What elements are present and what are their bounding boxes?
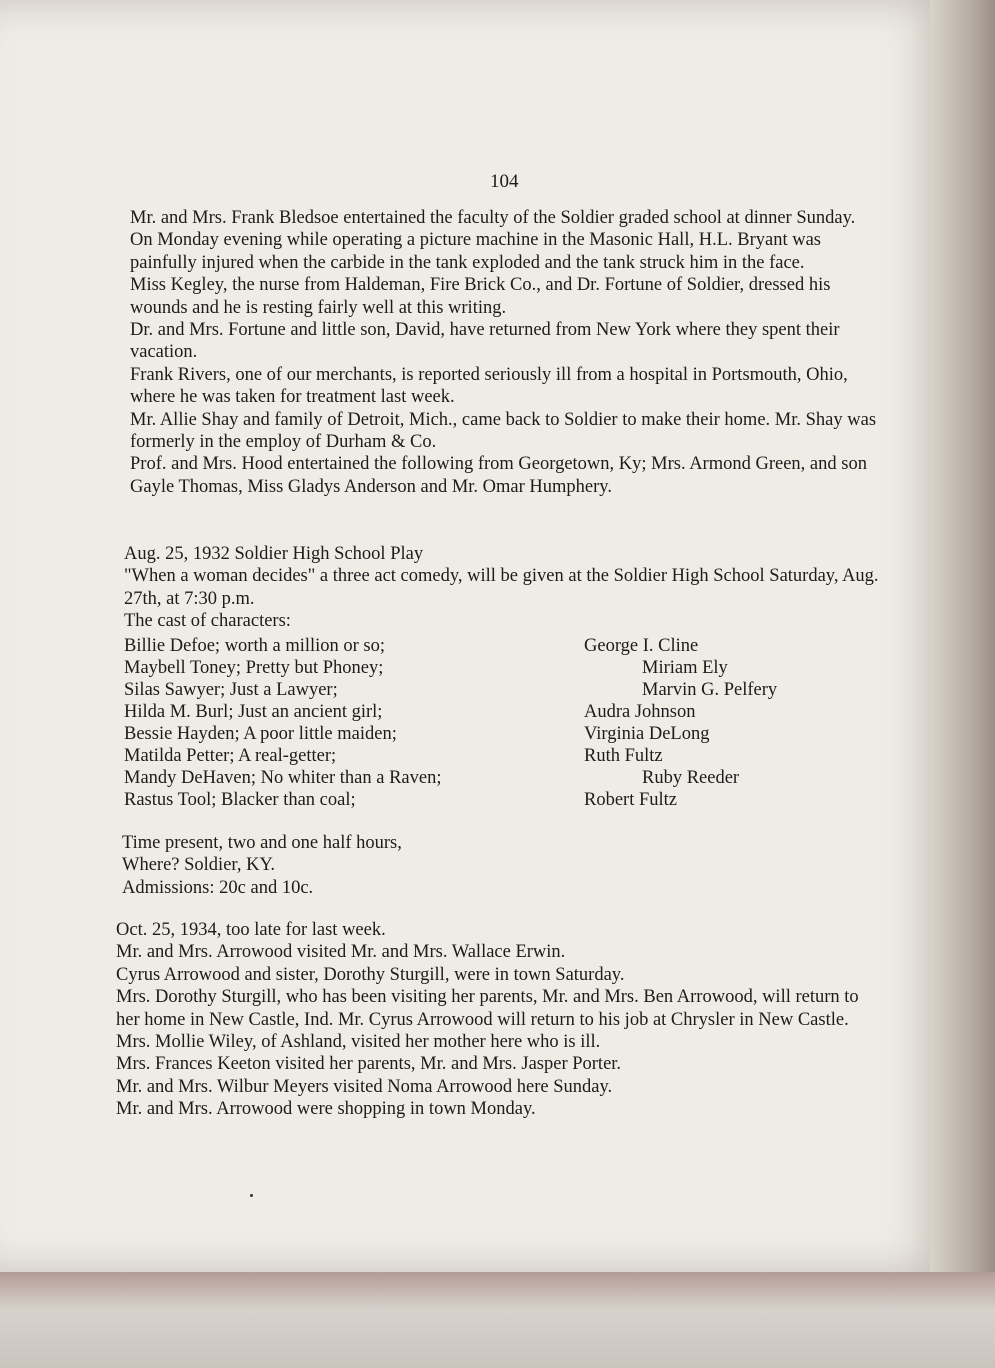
cast-actor: Ruth Fultz xyxy=(584,745,663,766)
cast-list xyxy=(124,633,884,813)
paragraph: Mr. and Mrs. Frank Bledsoe entertained the faculty of the Soldier graded school at dinner Sunday. xyxy=(130,208,856,228)
paragraph: Mrs. Dorothy Sturgill, who has been visiting her parents, Mr. and Mrs. Ben Arrowood, will return to her home in New Castle, Ind. Mr. Cyrus Arrowood will return to his job at Chrysler in New Castle. xyxy=(116,987,859,1030)
cast-row xyxy=(124,635,884,657)
news-items-1932 xyxy=(130,207,885,498)
page-number: 104 xyxy=(490,171,519,192)
paragraph: On Monday evening while operating a picture machine in the Masonic Hall, H.L. Bryant was painfully injured when the carbide in the tank exploded and the tank struck him in the face. xyxy=(130,230,821,273)
page-edge xyxy=(930,0,995,1272)
cast-row xyxy=(124,679,884,701)
paragraph: Mrs. Mollie Wiley, of Ashland, visited her mother here who is ill. xyxy=(116,1032,601,1053)
cast-row xyxy=(124,789,884,811)
cast-role: Billie Defoe; worth a million or so; xyxy=(124,635,386,656)
cast-actor: Audra Johnson xyxy=(584,701,696,722)
play-heading: Aug. 25, 1932 Soldier High School Play xyxy=(124,544,424,564)
cast-row xyxy=(124,657,884,679)
play-intro: "When a woman decides" a three act comedy, will be given at the Soldier High School Saturday, Aug. 27th, at 7:30 p.m. xyxy=(124,566,879,609)
cast-row xyxy=(124,723,884,745)
cast-row xyxy=(124,745,884,767)
paragraph: Dr. and Mrs. Fortune and little son, David, have returned from New York where they spent their vacation. xyxy=(130,320,840,363)
play-detail-line: Admissions: 20c and 10c. xyxy=(122,877,314,898)
cast-actor: Virginia DeLong xyxy=(584,723,710,744)
paragraph: Oct. 25, 1934, too late for last week. xyxy=(116,920,386,940)
paragraph: Cyrus Arrowood and sister, Dorothy Sturgill, were in town Saturday. xyxy=(116,964,625,985)
cast-row xyxy=(124,701,884,723)
cast-heading: The cast of characters: xyxy=(124,611,291,632)
cast-actor: George I. Cline xyxy=(584,635,699,656)
play-detail-line: Time present, two and one half hours, xyxy=(122,833,402,853)
stray-mark xyxy=(250,1194,253,1197)
cast-role: Rastus Tool; Blacker than coal; xyxy=(124,789,356,810)
paragraph: Mr. and Mrs. Wilbur Meyers visited Noma Arrowood here Sunday. xyxy=(116,1076,613,1097)
paragraph: Prof. and Mrs. Hood entertained the following from Georgetown, Ky; Mrs. Armond Green, and son Gayle Thomas, Miss Gladys Anderson and Mr. Omar Humphery. xyxy=(130,454,867,497)
cast-role: Mandy DeHaven; No whiter than a Raven; xyxy=(124,767,442,788)
cast-actor: Marvin G. Pelfery xyxy=(642,679,778,700)
paragraph: Mr. and Mrs. Arrowood visited Mr. and Mrs. Wallace Erwin. xyxy=(116,942,566,963)
play-announcement xyxy=(124,543,884,813)
cast-actor: Robert Fultz xyxy=(584,789,678,810)
cast-row xyxy=(124,767,884,789)
news-items-1934 xyxy=(116,919,886,1121)
cast-actor: Miriam Ely xyxy=(642,657,728,678)
cast-role: Bessie Hayden; A poor little maiden; xyxy=(124,723,397,744)
play-details xyxy=(122,832,622,899)
paragraph: Mr. Allie Shay and family of Detroit, Mich., came back to Soldier to make their home. Mr. Shay was formerly in the employ of Durham & Co. xyxy=(130,409,877,453)
play-detail-line: Where? Soldier, KY. xyxy=(122,855,276,876)
page-bottom-edge xyxy=(0,1272,995,1368)
cast-role: Matilda Petter; A real-getter; xyxy=(124,745,337,766)
paragraph: Frank Rivers, one of our merchants, is reported seriously ill from a hospital in Portsmouth, Ohio, where he was taken for treatment last week. xyxy=(130,364,848,408)
paragraph: Mr. and Mrs. Arrowood were shopping in town Monday. xyxy=(116,1099,536,1120)
paragraph: Mrs. Frances Keeton visited her parents, Mr. and Mrs. Jasper Porter. xyxy=(116,1054,622,1075)
cast-role: Maybell Toney; Pretty but Phoney; xyxy=(124,657,384,678)
cast-actor: Ruby Reeder xyxy=(642,767,740,788)
cast-role: Hilda M. Burl; Just an ancient girl; xyxy=(124,701,383,722)
paragraph: Miss Kegley, the nurse from Haldeman, Fire Brick Co., and Dr. Fortune of Soldier, dressed his wounds and he is resting fairly well at this writing. xyxy=(130,275,831,318)
cast-role: Silas Sawyer; Just a Lawyer; xyxy=(124,679,338,700)
